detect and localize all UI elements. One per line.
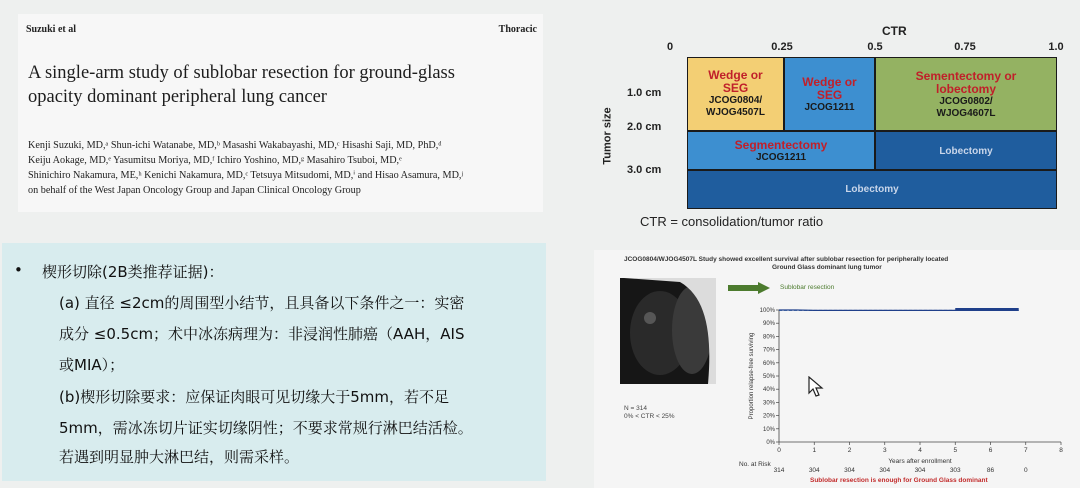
survival-heading-line-1: JCOG0804/WJOG4507L Study showed excellent survival after sublobar resection for peripherally located	[624, 256, 949, 263]
x-tick-label: 4	[918, 447, 922, 454]
paper-title	[28, 61, 498, 109]
sublobar-resection-label: Sublobar resection	[780, 284, 835, 291]
at-risk-label: No. at Risk	[739, 461, 771, 468]
author-line: Keiju Aokage, MD,ᵉ Yasumitsu Moriya, MD,ᶠ Ichiro Yoshino, MD,ᵍ Masahiro Tsuboi, MD,ᵉ	[28, 155, 402, 166]
y-tick-label: 0%	[766, 440, 775, 446]
survival-heading-line-2: Ground Glass dominant lung tumor	[772, 264, 882, 271]
at-risk-value: 0	[1023, 467, 1028, 474]
sample-size-label: N = 314	[624, 405, 647, 412]
cell-trial: JCOG1211	[804, 102, 855, 113]
ctr-tick: 0.25	[771, 41, 793, 53]
author-line: on behalf of the West Japan Oncology Group and Japan Clinical Oncology Group	[28, 185, 361, 196]
ctr-tick: 0.5	[867, 41, 883, 53]
at-risk-value: 304	[808, 467, 820, 474]
cell-title: Segmentectomy	[734, 138, 828, 152]
cell-trial: JCOG0804/ WJOG4507L	[706, 95, 765, 118]
y-tick-label: 10%	[762, 426, 775, 433]
y-tick-label: 30%	[762, 400, 775, 407]
y-axis-label: Proportion relapse-free surviving	[749, 332, 755, 420]
cell-title: Lobectomy	[845, 184, 899, 195]
at-risk-value: 304	[879, 467, 891, 474]
cell-lobectomy-small	[875, 131, 1057, 170]
y-tick-label: 40%	[762, 387, 775, 394]
ctr-footnote: CTR = consolidation/tumor ratio	[640, 214, 824, 229]
ctr-tick: 1.0	[1048, 41, 1064, 53]
cell-segmentectomy-or-lobectomy	[875, 57, 1057, 131]
cell-trial: JCOG0802/ WJOG4607L	[936, 96, 996, 119]
y-tick-label: 60%	[762, 360, 775, 367]
cell-wedge-seg-jcog0804	[687, 57, 784, 131]
censor-marks	[955, 308, 1018, 311]
y-tick-label: 70%	[762, 347, 775, 354]
at-risk-value: 303	[949, 467, 961, 474]
at-risk-value: 314	[773, 467, 785, 474]
x-tick-label: 0	[777, 447, 781, 454]
bullet-icon: •	[14, 261, 23, 279]
cell-trial: JCOG1211	[755, 152, 807, 163]
recommendation-line: 成分 ≤0.5cm；术中冰冻病理为：非浸润性肺癌（AAH，AIS	[59, 325, 465, 343]
survival-footer: Sublobar resection is enough for Ground Glass dominant	[810, 477, 988, 484]
paper-title-panel	[18, 14, 543, 212]
x-tick-label: 7	[1023, 447, 1028, 454]
ctr-range-label: 0% < CTR < 25%	[624, 413, 675, 420]
running-head-authors: Suzuki et al	[26, 24, 77, 35]
tumor-size-tick: 2.0 cm	[627, 121, 662, 133]
x-tick-label: 5	[953, 447, 958, 454]
survival-panel	[594, 250, 1080, 488]
ctr-tick: 0.75	[954, 41, 976, 53]
paper-authors	[28, 138, 538, 198]
survival-plot	[594, 250, 1080, 488]
ctr-diagram	[593, 10, 1078, 235]
recommendation-line: 若遇到明显肿大淋巴结，则需采样。	[59, 448, 300, 466]
x-tick-label: 2	[847, 447, 852, 454]
running-head-journal: Thoracic	[498, 24, 537, 35]
tumor-size-axis-title: Tumor size	[601, 107, 614, 165]
x-tick-label: 8	[1059, 447, 1063, 454]
at-risk-value: 304	[914, 467, 926, 474]
at-risk-value: 86	[986, 467, 995, 474]
recommendation-line: (b)楔形切除要求：应保证肉眼可见切缘大于5mm，若不足	[59, 388, 449, 406]
cell-lobectomy-large	[687, 170, 1057, 209]
y-tick-label: 20%	[762, 413, 775, 420]
author-line: Kenji Suzuki, MD,ᵃ Shun-ichi Watanabe, MD,ᵇ Masashi Wakabayashi, MD,ᶜ Hisashi Saji, MD, PhD,ᵈ	[28, 140, 442, 151]
paper-title-line-2: opacity dominant peripheral lung cancer	[28, 87, 327, 107]
cell-wedge-seg-jcog1211	[784, 57, 875, 131]
recommendation-line: 或MIA）；	[59, 356, 125, 374]
tumor-size-tick: 3.0 cm	[627, 164, 662, 176]
paper-title-line-1: A single-arm study of sublobar resection for ground-glass	[28, 63, 455, 83]
cell-title: Sementectomy or lobectomy	[915, 69, 1017, 96]
y-tick-label: 90%	[762, 321, 775, 328]
cell-title: Lobectomy	[939, 146, 993, 157]
x-tick-label: 3	[882, 447, 887, 454]
recommendation-line: (a) 直径 ≤2cm的周围型小结节，且具备以下条件之一：实密	[59, 294, 465, 312]
at-risk-value: 304	[844, 467, 855, 474]
tumor-size-tick: 1.0 cm	[627, 87, 662, 99]
recommendation-heading: 楔形切除(2B类推荐证据)：	[42, 263, 224, 281]
cell-title: Wedge or SEG	[708, 68, 763, 95]
y-tick-label: 80%	[762, 334, 775, 341]
recommendation-line: 5mm，需冰冻切片证实切缘阴性；不要求常规行淋巴结活检。	[59, 419, 473, 437]
ctr-axis-title: CTR	[882, 24, 907, 38]
y-tick-label: 100%	[759, 308, 775, 314]
author-line: Shinichiro Nakamura, ME,ʰ Kenichi Nakamura, MD,ᶜ Tetsuya Mitsudomi, MD,ⁱ and Hisao Asamura, MD,ʲ	[28, 170, 464, 181]
y-tick-label: 50%	[762, 374, 775, 380]
cell-segmentectomy	[687, 131, 875, 170]
x-tick-label: 1	[812, 447, 817, 454]
recommendation-panel	[2, 243, 546, 481]
ctr-tick: 0	[666, 41, 674, 53]
x-tick-label: 6	[988, 447, 993, 454]
cell-title: Wedge or SEG	[802, 75, 857, 102]
x-axis-label: Years after enrollment	[888, 458, 952, 465]
mouse-cursor-icon	[808, 376, 824, 398]
